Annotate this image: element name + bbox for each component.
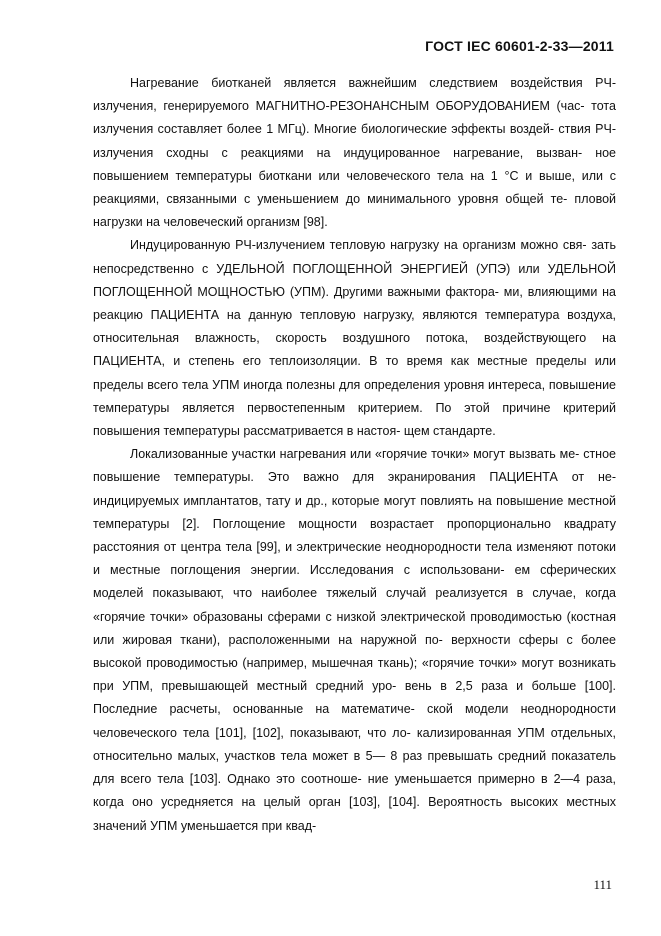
paragraph-line: ем сферических моделей показывают, что наиболее тяжелый случай реализуется [93,563,616,601]
paragraph-line: местные пределы или пределы всего тела УПМ иногда полезны для определения [93,354,616,392]
paragraph-line: [103], [104]. Вероятность высоких местных значений УПМ уменьшается при квад- [93,795,616,833]
paragraph-line: Локализованные участки нагревания или «горячие точки» могут вызвать ме- [130,447,580,462]
paragraph-line: ное повышением температуры биоткани или человеческого тела на 1 °С и выше, [93,145,616,183]
paragraph-line: кализированная УПМ отдельных, относительно малых, участков тела может в 5— [93,725,616,763]
paragraph-rf-heating [93,72,616,234]
body-text [93,72,616,838]
paragraph-line: проводимостью (костная или жировая ткани), расположенными на наружной по- [93,609,616,647]
paragraph-line: УДЕЛЬНОЙ ПОГЛОЩЕННОЙ МОЩНОСТЬЮ (УПМ). Другими важными фактора- [93,261,616,299]
paragraph-line: ской модели неоднородности человеческого тела [101], [102], показывают, что ло- [93,702,616,740]
paragraph-line: По этой причине критерий повышения температуры рассматривается в настоя- [93,400,617,439]
paragraph-line: индицируемых имплантатов, тату и др., которые могут повлиять на повышение [93,493,564,508]
paragraph-line: ми, влияющими на реакцию ПАЦИЕНТА на данную тепловую нагрузку, являются [93,284,617,323]
paragraph-hot-spots [93,443,616,837]
paragraph-line: зать непосредственно с УДЕЛЬНОЙ ПОГЛОЩЕННОЙ ЭНЕРГИЕЙ (УПЭ) или [93,238,616,276]
paragraph-line: в случае, когда «горячие точки» образованы сферами с низкой электрической [93,586,616,624]
paragraph-line: ние уменьшается примерно в 2—4 раза, когда оно усредняется на целый орган [93,772,616,810]
paragraph-line: излучения, генерируемого МАГНИТНО-РЕЗОНАНСНЫМ ОБОРУДОВАНИЕМ (час- [93,99,585,114]
paragraph-line: или с реакциями, связанными с уменьшением до минимального уровня общей те- [93,168,616,207]
paragraph-line: стное повышение температуры. Это важно для экранирования ПАЦИЕНТА от не- [93,447,616,485]
paragraph-line: вень в 2,5 раза и больше [100]. Последние расчеты, основанные на математиче- [93,679,616,717]
page-header-standard-code: ГОСТ IEC 60601-2-33—2011 [425,38,614,54]
paragraph-line: Индуцированную РЧ-излучением тепловую нагрузку на организм можно свя- [130,238,587,253]
paragraph-line: изменяют потоки и местные поглощения энергии. Исследования с использовани- [93,540,616,578]
paragraph-line: тота излучения составляет более 1 МГц). Многие биологические эффекты воздей- [93,99,616,137]
paragraph-line: пловой нагрузки на человеческий организм [98]. [93,192,617,230]
paragraph-line: 8 раз превышать средний показатель для всего тела [103]. Однако это соотноше- [93,748,616,787]
paragraph-line: Нагревание биотканей является важнейшим следствием воздействия РЧ- [130,76,616,90]
paragraph-line: температура воздуха, относительная влажность, скорость воздушного потока, [93,308,616,346]
paragraph-line: «горячие точки» могут возникать при УПМ, превышающей местный средний уро- [93,656,616,694]
page-number: 111 [593,877,612,892]
paragraph-line: уровня интереса, повышение температуры является первостепенным критерием. [93,377,617,415]
paragraph-line: ствия РЧ-излучения сходны с реакциями на индуцированное нагревание, вызван- [93,122,616,160]
paragraph-line: квадрату расстояния от центра тела [99], и электрические неоднородности тела [93,516,616,555]
paragraph-line: местной температуры [2]. Поглощение мощности возрастает пропорционально [93,493,616,531]
paragraph-line: верхности сферы с более высокой проводимостью (например, мышечная ткань); [93,632,617,671]
paragraph-line: щем стандарте. [403,424,496,439]
paragraph-line: воздействующего на ПАЦИЕНТА, и степень его теплоизоляции. В то время как [93,331,616,369]
paragraph-thermal-load [93,234,616,443]
